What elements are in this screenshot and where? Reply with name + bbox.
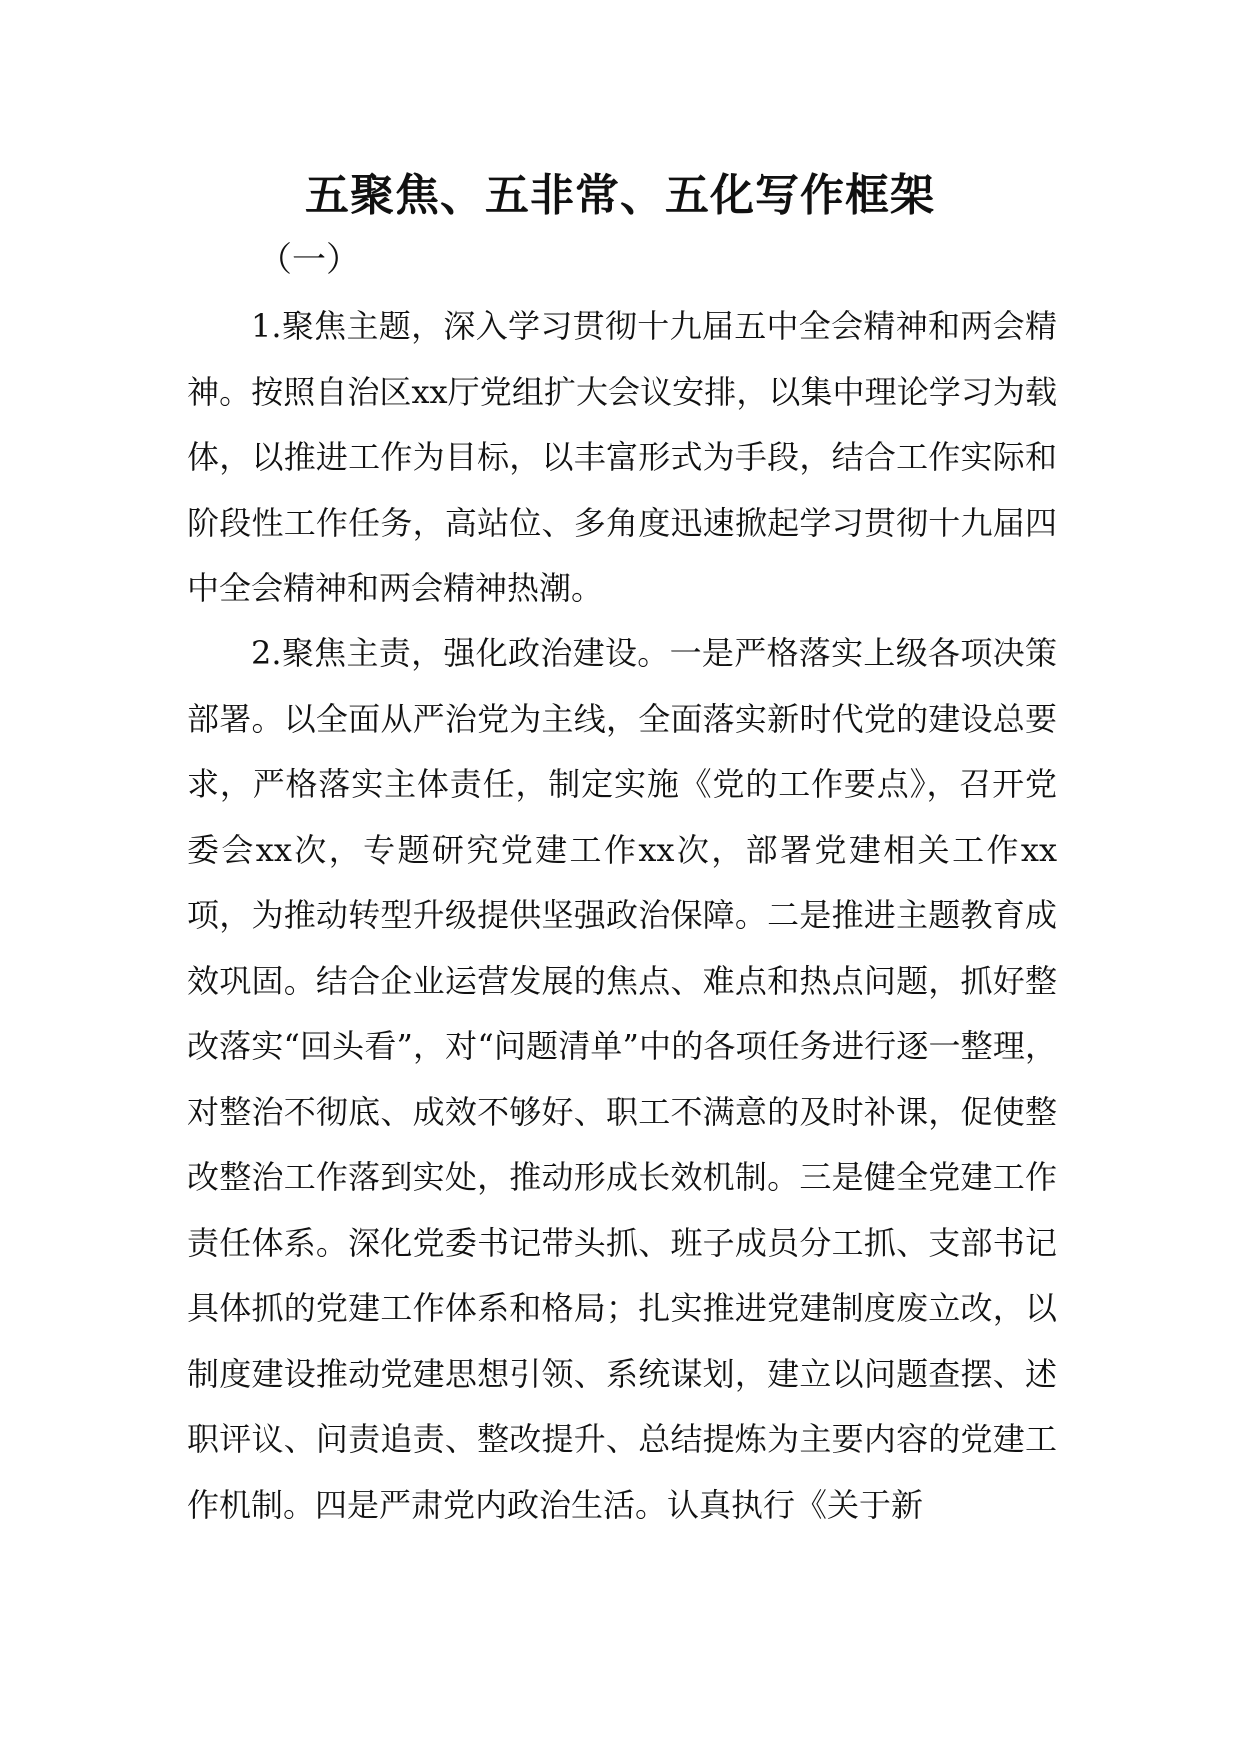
document-title: 五聚焦、五非常、五化写作框架 xyxy=(305,170,935,221)
section-marker: （一） xyxy=(258,240,360,280)
paragraph-1: 1.聚焦主题，深入学习贯彻十九届五中全会精神和两会精神。按照自治区xx厅党组扩大会议安排，以集中理论学习为载体，以推进工作为目标，以丰富形式为手段，结合工作实际和阶段性工作任务，高站位、多角度迅速掀起学习贯彻十九届四中全会精神和两会精神热潮。 xyxy=(187,307,1057,607)
paragraph-2: 2.聚焦主责，强化政治建设。一是严格落实上级各项决策部署。以全面从严治党为主线，全面落实新时代党的建设总要求，严格落实主体责任，制定实施《党的工作要点》，召开党委会xx次，专题研究党建工作xx次，部署党建相关工作xx项，为推动转型升级提供坚强政治保障。二是推进主题教育成效巩固。结合企业运营发展的焦点、难点和热点问题，抓好整改落实“回头看”，对“问题清单”中的各项任务进行逐一整理，对整治不彻底、成效不够好、职工不满意的及时补课，促使整改整治工作落到实处，推动形成长效机制。三是健全党建工作责任体系。深化党委书记带头抓、班子成员分工抓、支部书记具体抓的党建工作体系和格局；扎实推进党建制度废立改，以制度建设推动党建思想引领、系统谋划，建立以问题查摆、述职评议、问责追责、整改提升、总结提炼为主要内容的党建工作机制。四是严肃党内政治生活。认真执行《关于新 xyxy=(187,634,1057,1524)
